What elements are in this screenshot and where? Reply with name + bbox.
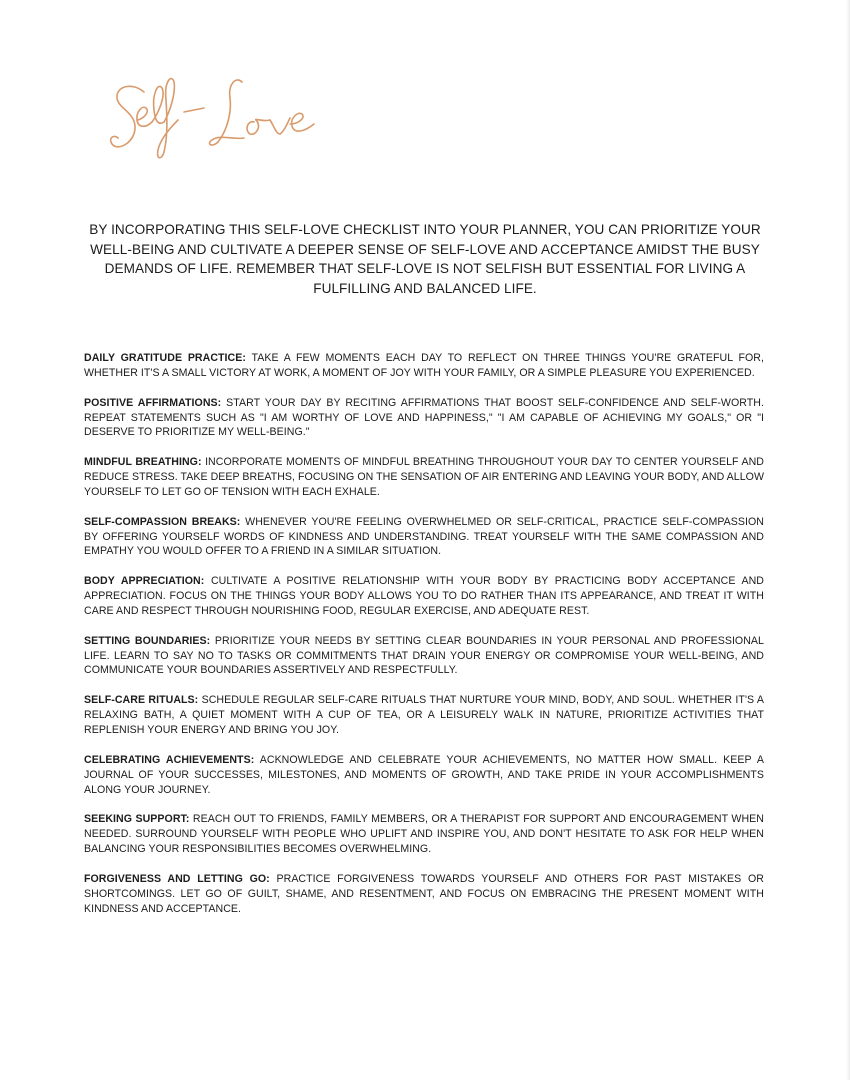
list-item [84,455,764,500]
script-letter-e-final [290,113,314,131]
script-letter-v [270,118,290,134]
item-title: SELF-COMPASSION BREAKS: [84,515,241,528]
item-body: PRIORITIZE YOUR NEEDS BY SETTING CLEAR BOUNDARIES IN YOUR PERSONAL AND PROFESSIONAL LIFE. LEARN TO SAY NO TO TASKS OR COMMITMENTS THAT DRAIN YOUR ENERGY OR COMPROMISE YOUR WELL-BEING, AND COMMUNICATE YOUR BOUNDARIES ASSERTIVELY AND RESPECTFULLY. [84,634,764,677]
item-title: SETTING BOUNDARIES: [84,634,211,647]
item-title: FORGIVENESS AND LETTING GO: [84,872,270,885]
item-title: SELF-CARE RITUALS: [84,694,199,707]
list-item [84,574,764,619]
item-body: TAKE A FEW MOMENTS EACH DAY TO REFLECT ON THREE THINGS YOU'RE GRATEFUL FOR, WHETHER IT'S A SMALL VICTORY AT WORK, A MOMENT OF JOY WITH YOUR FAMILY, OR A SIMPLE PLEASURE YOU EXPERIENCED. [84,352,764,379]
list-item [84,693,764,738]
script-letter-o [247,119,270,134]
list-item [84,634,764,679]
item-title: BODY APPRECIATION: [84,575,205,588]
list-item [84,351,764,381]
item-body: ACKNOWLEDGE AND CELEBRATE YOUR ACHIEVEMENTS, NO MATTER HOW SMALL. KEEP A JOURNAL OF YOUR SUCCESSES, MILESTONES, AND MOMENTS OF GROWTH, AND TAKE PRIDE IN YOUR ACCOMPLISHMENTS ALONG YOUR JOURNEY. [84,753,764,796]
list-item [84,753,764,798]
item-title: DAILY GRATITUDE PRACTICE: [84,352,246,364]
item-title: POSITIVE AFFIRMATIONS: [84,396,222,409]
item-title: MINDFUL BREATHING: [84,456,202,469]
list-item [84,812,764,857]
script-letter-e [137,107,152,126]
item-body: REACH OUT TO FRIENDS, FAMILY MEMBERS, OR A THERAPIST FOR SUPPORT AND ENCOURAGEMENT WHEN NEEDED. SURROUND YOURSELF WITH PEOPLE WHO UPLIFT AND INSPIRE YOU, AND DON'T HESITATE TO ASK FOR HELP WHEN BALANCING YOUR RESPONSIBILITIES BECOMES OVERWHELMING. [84,813,764,856]
intro-paragraph: BY INCORPORATING THIS SELF-LOVE CHECKLIST INTO YOUR PLANNER, YOU CAN PRIORITIZE YOUR WELL-BEING AND CULTIVATE A DEEPER SENSE OF SELF-LOVE AND ACCEPTANCE AMIDST THE BUSY DEMANDS OF LIFE. REMEMBER THAT SELF-LOVE IS NOT SELFISH BUT ESSENTIAL FOR LIVING A FULFILLING AND BALANCED LIFE. [89,222,761,296]
item-body: INCORPORATE MOMENTS OF MINDFUL BREATHING THROUGHOUT YOUR DAY TO CENTER YOURSELF AND REDUCE STRESS. TAKE DEEP BREATHS, FOCUSING ON THE SENSATION OF AIR ENTERING AND LEAVING YOUR BODY, AND ALLOW YOURSELF TO LET GO OF TENSION WITH EACH EXHALE. [84,456,765,498]
script-letter-l [152,86,164,123]
script-letter-l-capital [210,80,244,145]
item-body: CULTIVATE A POSITIVE RELATIONSHIP WITH YOUR BODY BY PRACTICING BODY ACCEPTANCE AND APPRECIATION. FOCUS ON THE THINGS YOUR BODY ALLOWS YOU TO DO RATHER THAN ITS APPEARANCE, AND TREAT IT WITH CARE AND RESPECT THROUGH NOURISHING FOOD, REGULAR EXERCISE, AND ADEQUATE REST. [84,575,765,617]
item-title: SEEKING SUPPORT: [84,813,190,826]
item-body: SCHEDULE REGULAR SELF-CARE RITUALS THAT NURTURE YOUR MIND, BODY, AND SOUL. WHETHER IT'S A RELAXING BATH, A QUIET MOMENT WITH A CUP OF TEA, OR A LEISURELY WALK IN NATURE, PRIORITIZE ACTIVITIES THAT REPLENISH YOUR ENERGY AND BRING YOU JOY. [84,694,764,736]
list-item [84,396,764,441]
page-title [104,70,334,170]
script-letter-f [158,79,178,158]
script-hyphen [184,108,204,112]
item-body: START YOUR DAY BY RECITING AFFIRMATIONS THAT BOOST SELF-CONFIDENCE AND SELF-WORTH. REPEAT STATEMENTS SUCH AS "I AM WORTHY OF LOVE AND HAPPINESS," "I AM CAPABLE OF ACHIEVING MY GOALS," OR "I DESERVE TO PRIORITIZE MY WELL-BEING." [84,396,764,439]
list-item [84,872,764,917]
page-edge-shadow [846,0,850,1080]
checklist [84,351,764,931]
item-title: CELEBRATING ACHIEVEMENTS: [84,753,255,766]
list-item [84,515,764,560]
item-body: WHENEVER YOU'RE FEELING OVERWHELMED OR SELF-CRITICAL, PRACTICE SELF-COMPASSION BY OFFERING YOURSELF WORDS OF KINDNESS AND UNDERSTANDING. TREAT YOURSELF WITH THE SAME COMPASSION AND EMPATHY YOU WOULD OFFER TO A FRIEND IN A SIMILAR SITUATION. [84,515,765,558]
script-letter-s [111,86,144,146]
item-body: PRACTICE FORGIVENESS TOWARDS YOURSELF AND OTHERS FOR PAST MISTAKES OR SHORTCOMINGS. LET GO OF GUILT, SHAME, AND RESENTMENT, AND FOCUS ON EMBRACING THE PRESENT MOMENT WITH KINDNESS AND ACCEPTANCE. [84,872,764,915]
script-title-artwork [104,70,334,170]
